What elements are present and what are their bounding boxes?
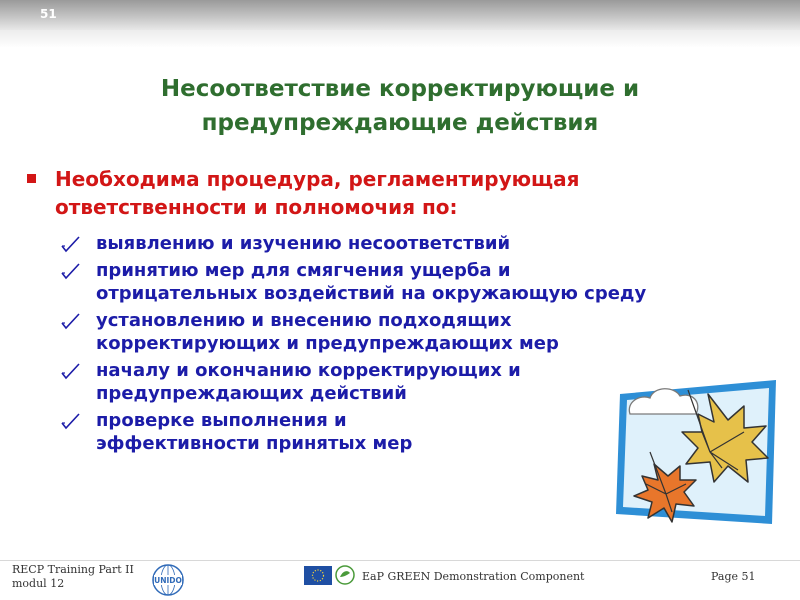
footer-course-line1: RECP Training Part II bbox=[12, 563, 134, 576]
footer-page-number: Page 51 bbox=[711, 570, 756, 583]
unido-logo-text: UNIDO bbox=[154, 576, 182, 585]
sub-bullet-line2: отрицательных воздействий на окружающую среду bbox=[96, 283, 647, 304]
red-square-bullet-icon bbox=[27, 174, 36, 183]
footer-course-line2: modul 12 bbox=[12, 577, 65, 590]
unido-logo bbox=[150, 562, 186, 598]
sub-bullet-item bbox=[60, 232, 760, 255]
main-bullet-line2: ответственности и полномочия по: bbox=[55, 195, 458, 219]
checkmark-icon bbox=[60, 262, 82, 280]
main-bullet-line1: Необходима процедура, регламентирующая bbox=[55, 167, 580, 191]
sub-bullet-line2: эффективности принятых мер bbox=[96, 433, 413, 454]
footer-course-label bbox=[12, 563, 134, 591]
sub-bullet-line2: предупреждающих действий bbox=[96, 383, 407, 404]
footer-project-label: EaP GREEN Demonstration Component bbox=[362, 570, 585, 583]
main-bullet bbox=[27, 165, 747, 221]
sub-bullet-line1: принятию мер для смягчения ущерба и bbox=[96, 260, 511, 281]
sub-bullet-line1: установлению и внесению подходящих bbox=[96, 310, 512, 331]
sub-bullet-line1: проверке выполнения и bbox=[96, 410, 347, 431]
checkmark-icon bbox=[60, 235, 82, 253]
checkmark-icon bbox=[60, 312, 82, 330]
slide-title-line2: предупреждающие действия bbox=[201, 110, 599, 136]
eu-flag-icon bbox=[304, 566, 332, 585]
sub-bullet-item bbox=[60, 309, 760, 355]
sub-bullet-line1: началу и окончанию корректирующих и bbox=[96, 360, 521, 381]
main-bullet-text bbox=[55, 165, 747, 221]
slide-title bbox=[70, 72, 730, 140]
sub-bullet-line2: корректирующих и предупреждающих мер bbox=[96, 333, 559, 354]
slide-number: 51 bbox=[40, 7, 57, 21]
footer-divider bbox=[0, 560, 800, 561]
sub-bullet-item bbox=[60, 259, 760, 305]
checkmark-icon bbox=[60, 362, 82, 380]
eap-green-logo bbox=[334, 564, 356, 586]
top-bar bbox=[0, 0, 800, 30]
autumn-leaves-clipart bbox=[610, 372, 780, 532]
sub-bullet-line1: выявлению и изучению несоответствий bbox=[96, 233, 511, 254]
slide-title-line1: Несоответствие корректирующие и bbox=[160, 76, 640, 102]
top-fade bbox=[0, 30, 800, 48]
checkmark-icon bbox=[60, 412, 82, 430]
